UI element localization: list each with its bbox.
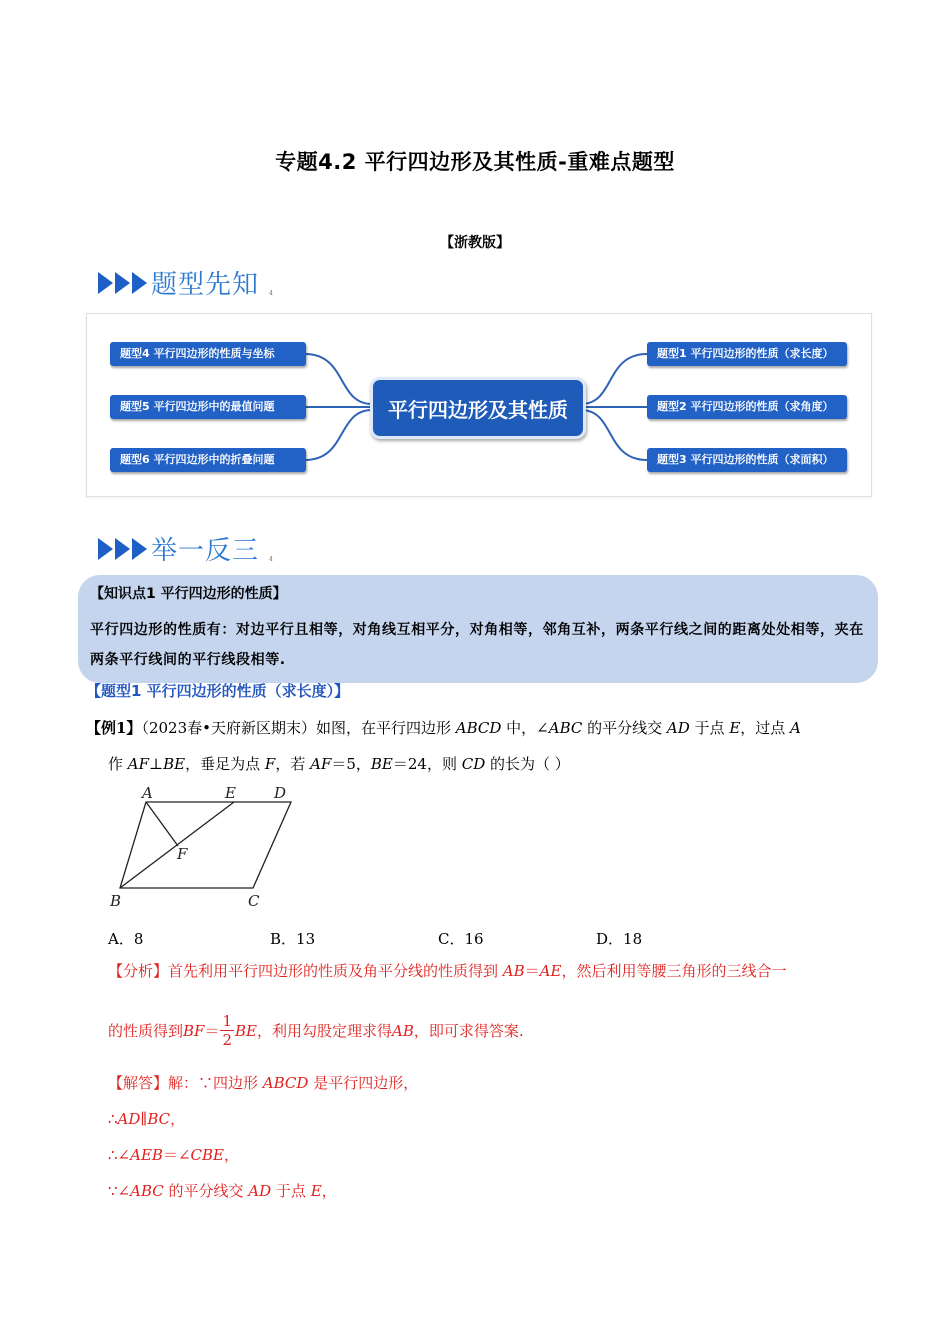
section-title: 题型先知 [151, 270, 260, 300]
example-line-2: 作 AF⊥BE，垂足为点 F，若 AF＝5，BE＝24，则 CD 的长为（ ） [108, 755, 570, 773]
solution-line-4: ∵∠ABC 的平分线交 AD 于点 E， [108, 1182, 337, 1200]
mindmap-node-type6: 题型6 平行四边形中的折叠问题 [110, 448, 306, 472]
example-prefix: 【例1】 [86, 719, 142, 737]
question-type-heading: 【题型1 平行四边形的性质（求长度）】 [86, 682, 350, 700]
knowledge-point-box [78, 575, 878, 683]
mindmap-node-type2: 题型2 平行四边形的性质（求角度） [647, 395, 847, 419]
section-title: 举一反三 [151, 536, 260, 566]
triple-arrow-icon [98, 272, 147, 294]
section-heading-practice [98, 530, 273, 567]
knowledge-body: 平行四边形的性质有：对边平行且相等，对角线互相平分，对角相等，邻角互补，两条平行线之间的距离处处相等，夹在两条平行线间的平行线段相等. [90, 622, 864, 668]
triple-arrow-icon [98, 538, 147, 560]
mind-map [86, 313, 872, 497]
mindmap-node-type5: 题型5 平行四边形中的最值问题 [110, 395, 306, 419]
section-heading-preview [98, 264, 273, 301]
label-d: D [274, 784, 287, 802]
analysis-line-1: 【分析】首先利用平行四边形的性质及角平分线的性质得到 AB＝AE，然后利用等腰三角形的三线合一 [108, 962, 787, 980]
section-mark: 4 [269, 556, 273, 563]
section-mark: 4 [269, 290, 273, 297]
edition-label: 【浙教版】 [440, 235, 510, 251]
knowledge-title: 【知识点1 平行四边形的性质】 [90, 586, 287, 602]
analysis-tag: 【分析】 [108, 962, 169, 980]
option-d: D．18 [596, 930, 643, 948]
label-b: B [110, 892, 122, 910]
parallelogram-figure [108, 784, 308, 914]
solution-line-3: ∴∠AEB＝∠CBE， [108, 1146, 239, 1164]
connector-right-3 [581, 410, 647, 460]
analysis-line-2: 的性质得到 BF ＝ $\frac{1}{2}$ BE ，利用勾股定理求得 AB ，即可求得答案. [108, 1012, 524, 1049]
solution-tag: 【解答】 [108, 1074, 169, 1092]
label-c: C [248, 892, 260, 910]
label-f: F [177, 845, 188, 863]
mindmap-center: 平行四边形及其性质 [370, 377, 586, 439]
mindmap-node-type4: 题型4 平行四边形的性质与坐标 [110, 342, 306, 366]
solution-line-1: 【解答】解：∵四边形 ABCD 是平行四边形， [108, 1074, 419, 1092]
mindmap-node-type3: 题型3 平行四边形的性质（求面积） [647, 448, 847, 472]
connector-left-3 [305, 410, 372, 460]
parallelogram-abcd [120, 802, 291, 888]
segment-af [146, 802, 178, 846]
mindmap-node-type1: 题型1 平行四边形的性质（求长度） [647, 342, 847, 366]
page-title: 专题4.2 平行四边形及其性质-重难点题型 [275, 150, 675, 174]
option-a: A．8 [108, 930, 144, 948]
option-b: B．13 [270, 930, 316, 948]
option-c: C．16 [438, 930, 484, 948]
label-e: E [225, 784, 236, 802]
connector-left-1 [305, 354, 372, 404]
example-line-1: 【例1】（2023春•天府新区期末）如图，在平行四边形 ABCD 中，∠ABC 的平分线交 AD 于点 E，过点 A [86, 719, 801, 737]
label-a: A [142, 784, 153, 802]
fraction-one-half: $\frac{1}{2}$ [222, 1012, 233, 1049]
solution-line-2: ∴AD∥BC， [108, 1110, 186, 1128]
connector-right-1 [581, 354, 647, 404]
